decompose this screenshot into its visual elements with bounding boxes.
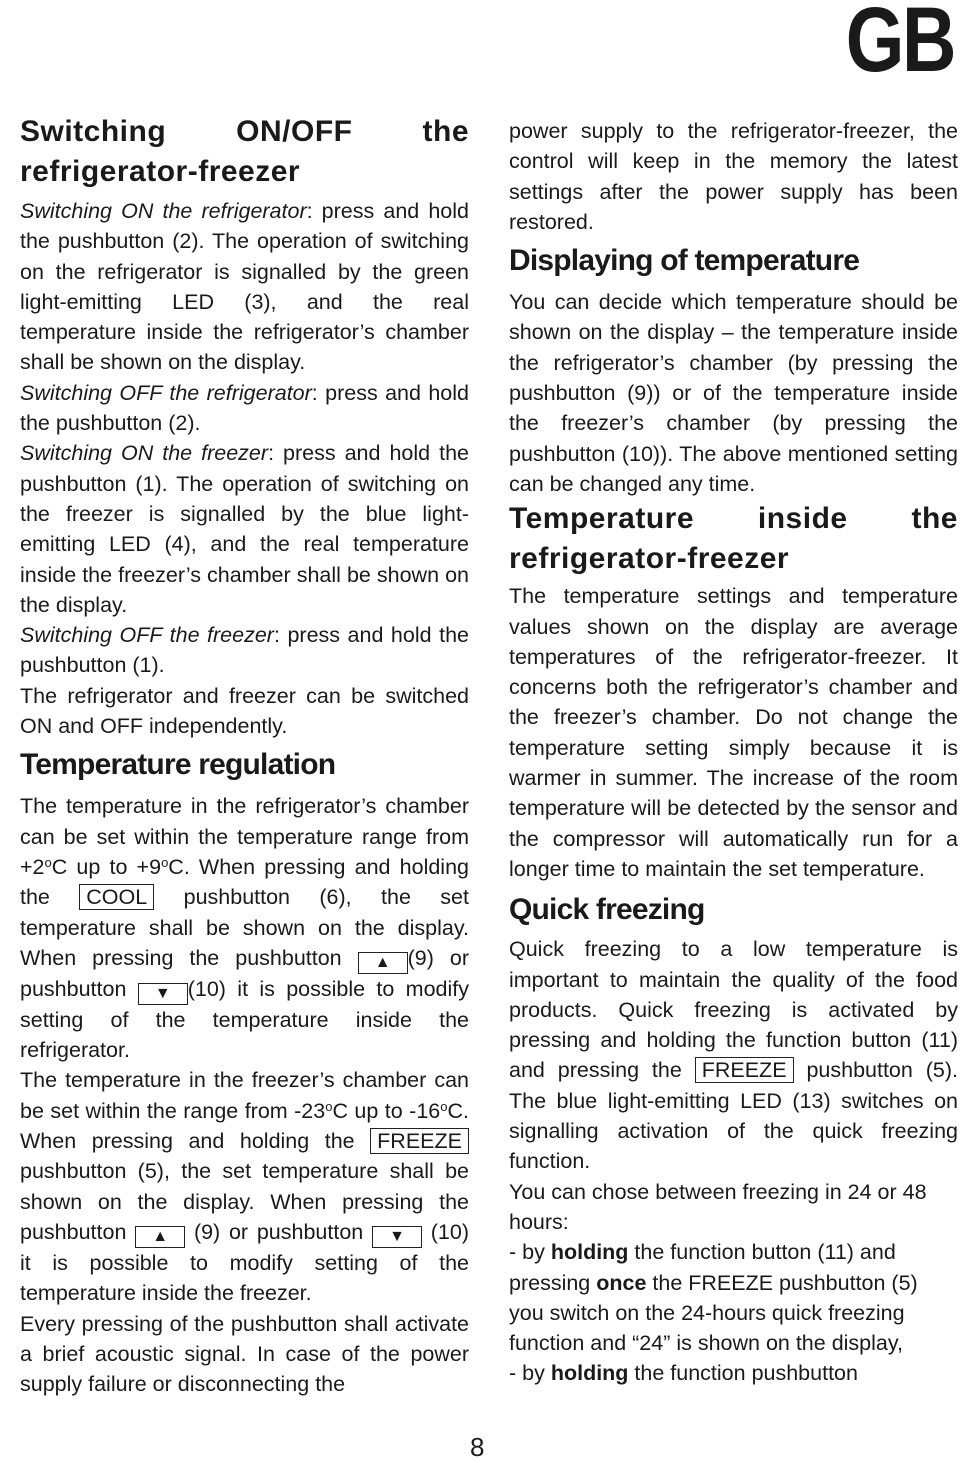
- left-column: [20, 112, 469, 1399]
- section-heading-displaying: Displaying of temperature: [509, 244, 860, 278]
- paragraph: The temperature in the refrigerator’s chamber can be set within the temperature range from $+2^oC$ up to $+9^oC$. When pressing and holding the COOL pushbutton (6), the set temperature shall be shown on the display. When pressing the pushbutton ▲ (9) or pushbutton ▼ (10) it is possible to modify setting of the temperature inside the refrigerator.: [20, 794, 469, 1063]
- paragraph: The temperature settings and temperature values shown on the display are average temperatures of the refrigerator-freezer. It concerns both the refrigerator’s chamber and the freezer’s chamber. Do not change the temperature setting simply because it is warmer in summer. The increase of the room temperature will be detected by the sensor and the compressor will automatically run for a longer time to maintain the set temperature.: [509, 584, 958, 881]
- right-column: [509, 112, 958, 1389]
- paragraph: Quick freezing to a low temperature is important to maintain the quality of the food products. Quick freezing is activated by pressing and holding the function button (11) and pressing the FREEZE pushbutton (5). The blue light-emitting LED (13) switches on signalling activation of the quick freezing function.: [509, 937, 958, 1174]
- cool-button-label: COOL: [79, 884, 154, 910]
- paragraph: The refrigerator and freezer can be switched ON and OFF independently.: [20, 683, 469, 739]
- down-arrow-icon: ▼: [138, 983, 188, 1005]
- paragraph: You can decide which temperature should be shown on the display – the temperature inside the refrigerator’s chamber (by pressing the pushbutton (9)) or of the temperature inside the freezer’s chamber (by pressing the pushbutton (10)). The above mentioned setting can be changed any time.: [509, 290, 958, 496]
- country-code: GB: [845, 0, 954, 91]
- paragraph: Switching ON the refrigerator: press and hold the pushbutton (2). The operation of switching on the refrigerator is signalled by the green light-emitting LED (3), and the real temperature inside the refrigerator’s chamber shall be shown on the display.: [20, 199, 469, 375]
- paragraph: power supply to the refrigerator-freezer, the control will keep in the memory the latest settings after the power supply has been restored.: [509, 119, 958, 234]
- page-number: 8: [470, 1432, 485, 1462]
- section-heading-quick-freezing: Quick freezing: [509, 893, 705, 927]
- paragraph: The temperature in the freezer’s chamber can be set within the range from -23$^o$C up to -16$^o$C. When pressing and holding the FREEZEpushbutton (5), the set temperature shall be shown on the display. When pressing the pushbutton ▲ (9) or pushbutton ▼ (10) it is possible to modify setting of the temperature inside the freezer.: [20, 1068, 469, 1306]
- paragraph: Every pressing of the pushbutton shall activate a brief acoustic signal. In case of the power supply failure or disconnecting the: [20, 1311, 469, 1397]
- paragraph: Switching ON the freezer: press and hold the pushbutton (1). The operation of switching on the freezer is signalled by the blue light-emitting LED (4), and the real temperature inside the freezer’s chamber shall be shown on the display.: [20, 441, 469, 617]
- down-arrow-icon: ▼: [372, 1226, 422, 1248]
- section-heading-temperature-regulation: Temperature regulation: [20, 748, 336, 782]
- freeze-button-label: FREEZE: [370, 1128, 469, 1154]
- up-arrow-icon: ▲: [135, 1226, 185, 1248]
- paragraph: Switching OFF the refrigerator: press and hold the pushbutton (2).: [20, 380, 469, 436]
- paragraph: Switching OFF the freezer: press and hold the pushbutton (1).: [20, 623, 469, 678]
- paragraph: - by holding the function pushbutton: [509, 1361, 858, 1386]
- section-heading-temperature-inside: Temperature inside the refrigerator-freezer: [509, 502, 958, 576]
- freeze-button-label: FREEZE: [695, 1057, 794, 1083]
- paragraph: You can chose between freezing in 24 or 48 hours:: [509, 1179, 927, 1234]
- section-heading-switching: Switching ON/OFF the refrigerator-freezer: [20, 115, 469, 188]
- up-arrow-icon: ▲: [358, 952, 408, 974]
- paragraph: - by holding the function button (11) and pressing once the FREEZE pushbutton (5) you switch on the 24-hours quick freezing function and “24” is shown on the display,: [509, 1240, 918, 1356]
